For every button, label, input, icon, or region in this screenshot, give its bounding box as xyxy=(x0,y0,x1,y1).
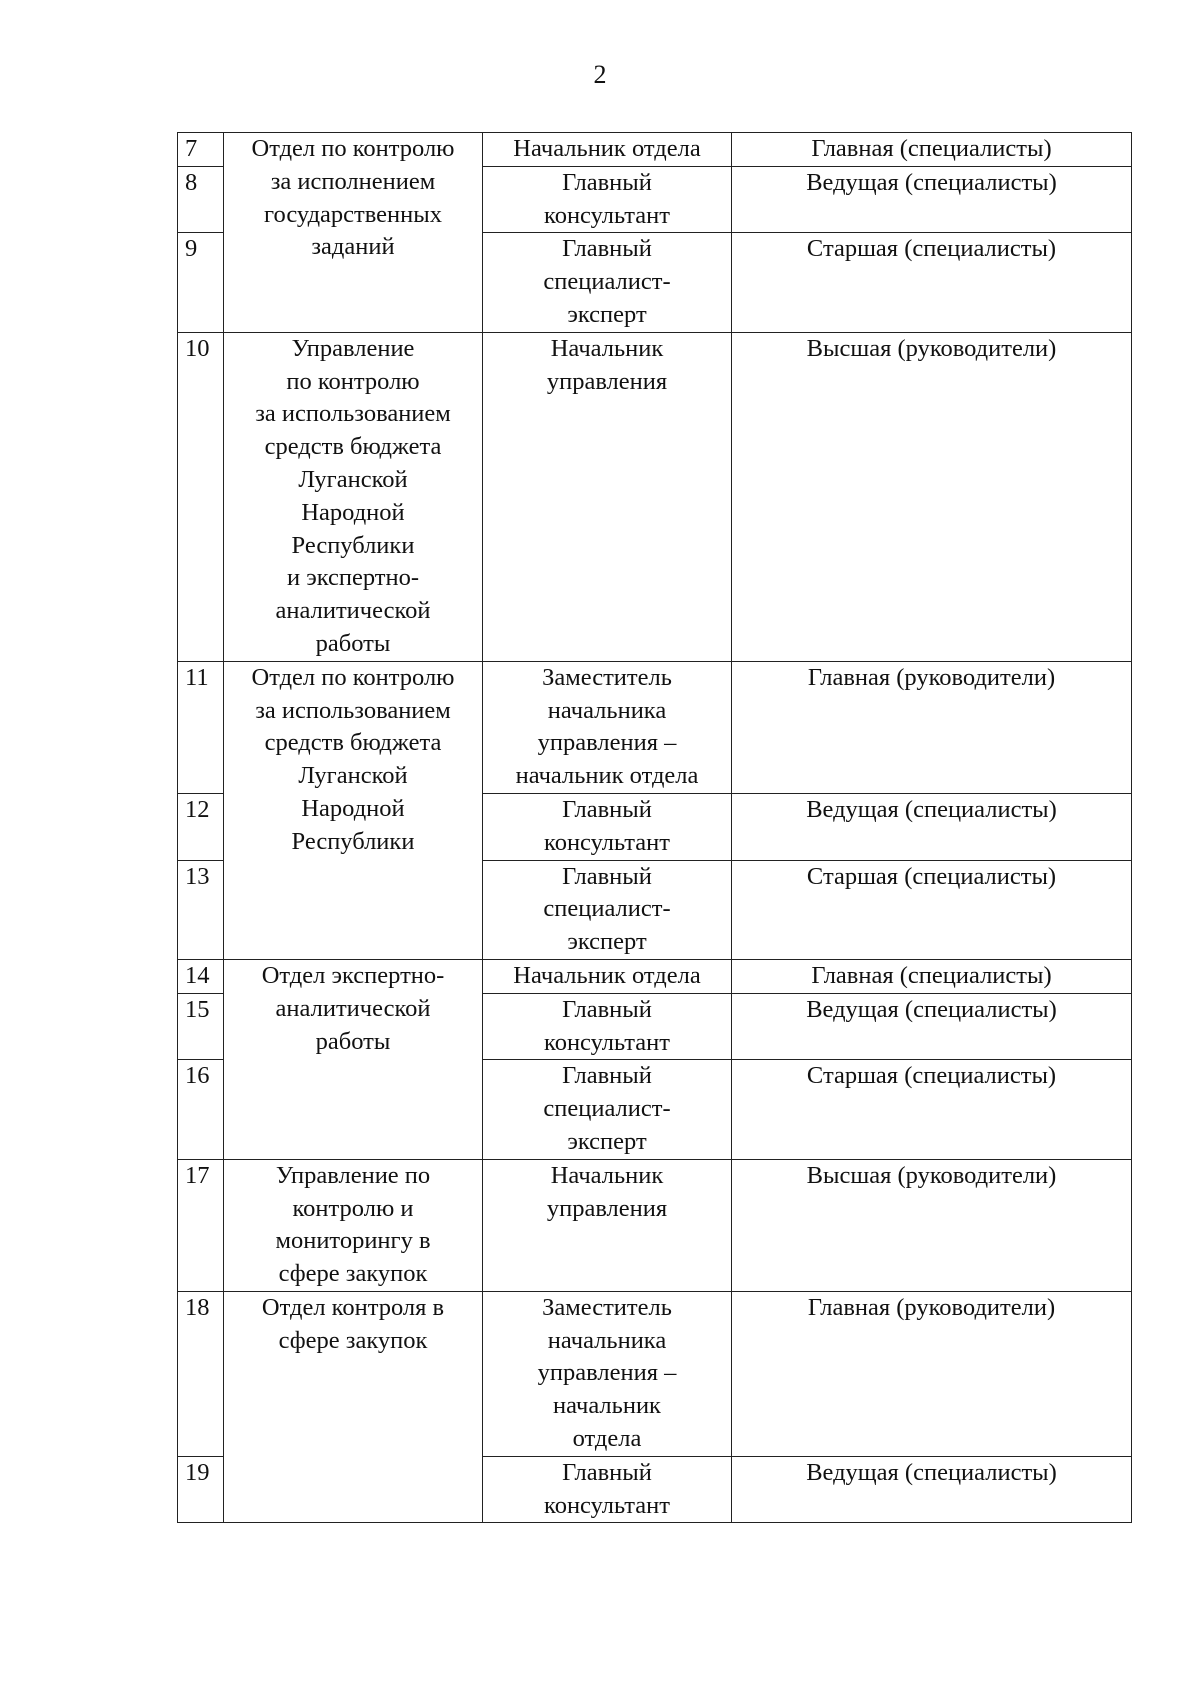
department-line: Народной xyxy=(301,794,405,822)
department-line: работы xyxy=(315,629,391,657)
department-line: Отдел по контролю xyxy=(251,663,455,691)
department-line: средств бюджета xyxy=(264,729,442,757)
department-line: контролю и xyxy=(292,1194,414,1222)
position-group-cell: Старшая (специалисты) xyxy=(732,1060,1132,1159)
position-group-cell: Главная (руководители) xyxy=(732,661,1132,793)
row-number: 17 xyxy=(178,1159,224,1291)
position-group-cell: Старшая (специалисты) xyxy=(732,233,1132,332)
position-line: консультант xyxy=(544,828,670,856)
department-cell xyxy=(224,332,483,661)
row-number: 18 xyxy=(178,1291,224,1456)
department-line: сфере закупок xyxy=(278,1260,428,1288)
position-line: Главный xyxy=(562,235,652,263)
department-line: Народной xyxy=(301,498,405,526)
position-group-cell: Ведущая (специалисты) xyxy=(732,993,1132,1060)
row-number: 8 xyxy=(178,166,224,233)
row-number: 16 xyxy=(178,1060,224,1159)
position-line: специалист- xyxy=(543,895,671,923)
department-cell xyxy=(224,661,483,959)
department-line: сфере закупок xyxy=(278,1326,428,1354)
department-line: за исполнением xyxy=(270,167,436,195)
position-line: Начальник отдела xyxy=(513,961,701,989)
position-line: консультант xyxy=(544,1491,670,1519)
department-cell xyxy=(224,133,483,333)
department-line: Отдел по контролю xyxy=(251,135,455,162)
position-line: эксперт xyxy=(567,300,647,328)
position-line: Главный xyxy=(562,795,652,823)
row-number: 19 xyxy=(178,1456,224,1523)
department-line: и экспертно- xyxy=(286,564,420,592)
position-line: управления – xyxy=(537,729,677,757)
row-number: 11 xyxy=(178,661,224,793)
position-line: специалист- xyxy=(543,268,671,296)
position-line: Начальник xyxy=(550,1161,664,1189)
row-number: 7 xyxy=(178,133,224,167)
position-group-cell: Старшая (специалисты) xyxy=(732,860,1132,959)
position-group-cell: Главная (руководители) xyxy=(732,1291,1132,1456)
department-line: мониторингу в xyxy=(275,1227,431,1255)
position-line: эксперт xyxy=(567,928,647,956)
department-line: Отдел экспертно- xyxy=(261,961,445,989)
position-line: эксперт xyxy=(567,1127,647,1155)
position-cell xyxy=(483,993,732,1060)
position-line: консультант xyxy=(544,1028,670,1056)
department-line: Управление xyxy=(291,334,415,362)
position-cell xyxy=(483,1060,732,1159)
department-line: средств бюджета xyxy=(264,433,442,461)
position-cell xyxy=(483,661,732,793)
staff-positions-table xyxy=(177,132,1132,1523)
table-row xyxy=(178,133,1132,167)
department-cell xyxy=(224,1159,483,1291)
table-row xyxy=(178,661,1132,793)
row-number: 9 xyxy=(178,233,224,332)
position-line: Главный xyxy=(562,1062,652,1090)
department-line: Республики xyxy=(291,827,415,855)
position-line: отдела xyxy=(572,1425,642,1453)
table-row xyxy=(178,1291,1132,1456)
position-cell xyxy=(483,959,732,993)
department-line: заданий xyxy=(311,233,395,261)
position-line: Заместитель xyxy=(542,1293,672,1321)
position-line: начальник отдела xyxy=(515,762,699,790)
position-line: Главный xyxy=(562,1458,652,1486)
department-line: за использованием xyxy=(255,400,451,428)
department-line: Республики xyxy=(291,531,415,559)
department-line: государственных xyxy=(264,200,442,228)
row-number: 14 xyxy=(178,959,224,993)
position-line: начальника xyxy=(547,1326,667,1354)
position-cell xyxy=(483,332,732,661)
table-row xyxy=(178,332,1132,661)
position-group-cell: Главная (специалисты) xyxy=(732,959,1132,993)
position-line: Начальник отдела xyxy=(513,135,701,162)
position-group-cell: Ведущая (специалисты) xyxy=(732,1456,1132,1523)
position-cell xyxy=(483,1159,732,1291)
position-cell xyxy=(483,1456,732,1523)
table-row xyxy=(178,1159,1132,1291)
position-line: Главный xyxy=(562,168,652,196)
position-cell xyxy=(483,1291,732,1456)
department-line: Управление по xyxy=(275,1161,431,1189)
page-number: 2 xyxy=(593,60,607,89)
position-line: начальника xyxy=(547,696,667,724)
department-line: работы xyxy=(315,1027,391,1055)
department-line: аналитической xyxy=(275,597,431,625)
department-line: Луганской xyxy=(298,762,408,790)
row-number: 10 xyxy=(178,332,224,661)
row-number: 13 xyxy=(178,860,224,959)
table-row xyxy=(178,959,1132,993)
position-line: начальник xyxy=(553,1392,661,1420)
position-line: Заместитель xyxy=(542,663,672,691)
row-number: 12 xyxy=(178,793,224,860)
position-line: управления xyxy=(546,1194,668,1222)
department-cell xyxy=(224,959,483,1159)
department-line: аналитической xyxy=(275,994,431,1022)
position-group-cell: Ведущая (специалисты) xyxy=(732,166,1132,233)
position-line: управления – xyxy=(537,1359,677,1387)
position-cell xyxy=(483,233,732,332)
position-cell xyxy=(483,133,732,167)
row-number: 15 xyxy=(178,993,224,1060)
position-cell xyxy=(483,166,732,233)
position-line: консультант xyxy=(544,201,670,229)
position-cell xyxy=(483,793,732,860)
position-line: Главный xyxy=(562,995,652,1023)
department-line: Луганской xyxy=(298,465,408,493)
position-line: специалист- xyxy=(543,1095,671,1123)
position-group-cell: Главная (специалисты) xyxy=(732,133,1132,167)
position-group-cell: Высшая (руководители) xyxy=(732,332,1132,661)
position-group-cell: Ведущая (специалисты) xyxy=(732,793,1132,860)
department-line: Отдел контроля в xyxy=(261,1293,445,1321)
department-line: по контролю xyxy=(286,367,420,395)
position-group-cell: Высшая (руководители) xyxy=(732,1159,1132,1291)
position-line: управления xyxy=(546,367,668,395)
department-cell xyxy=(224,1291,483,1523)
table-body xyxy=(178,133,1132,1523)
position-cell xyxy=(483,860,732,959)
position-line: Главный xyxy=(562,862,652,890)
position-line: Начальник xyxy=(550,334,664,362)
department-line: за использованием xyxy=(255,696,451,724)
